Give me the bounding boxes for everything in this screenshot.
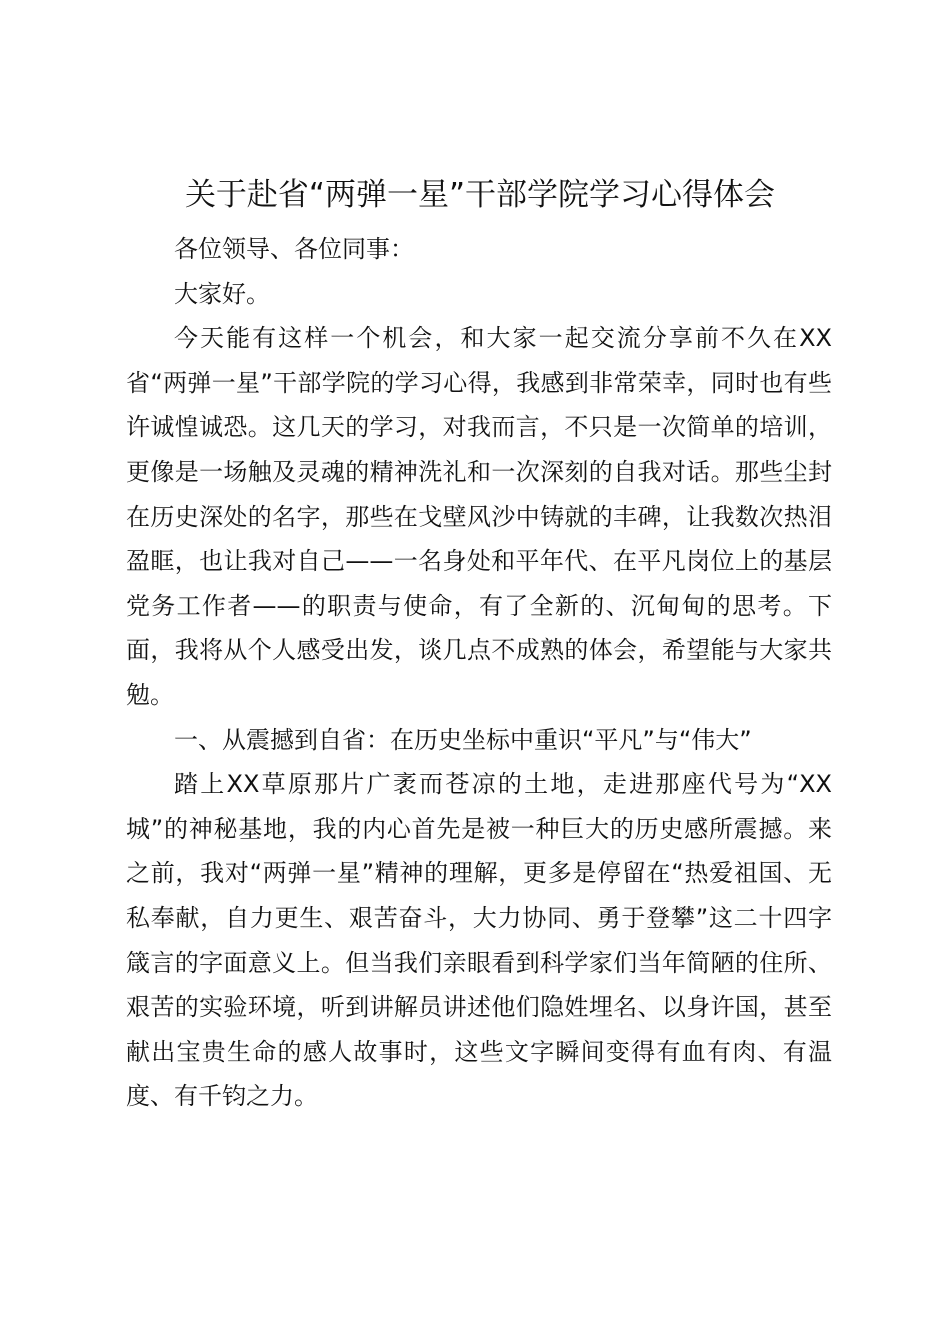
salutation: 各位领导、各位同事： xyxy=(174,235,414,263)
section-heading-1: 一、从震撼到自省：在历史坐标中重识“平凡”与“伟大” xyxy=(174,725,752,754)
document-title: 关于赴省“两弹一星”干部学院学习心得体会 xyxy=(184,177,776,213)
paragraph-section-1: 踏上XX草原那片广袤而苍凉的土地，走进那座代号为“XX城”的神秘基地，我的内心首先是被一种巨大的历史感所震撼。来之前，我对“两弹一星”精神的理解，更多是停留在“热爱祖国、无私奉献，自力更生、艰苦奋斗，大力协同、勇于登攀”这二十四字箴言的字面意义上。但当我们亲眼看到科学家们当年简陋的住所、艰苦的实验环境，听到讲解员讲述他们隐姓埋名、以身许国，甚至献出宝贵生命的感人故事时，这些文字瞬间变得有血有肉、有温度、有千钧之力。 xyxy=(126,770,832,1111)
document-body xyxy=(126,227,832,1119)
greeting: 大家好。 xyxy=(174,279,270,308)
paragraph-intro: 今天能有这样一个机会，和大家一起交流分享前不久在XX省“两弹一星”干部学院的学习心得，我感到非常荣幸，同时也有些许诚惶诚恐。这几天的学习，对我而言，不只是一次简单的培训，更像是一场触及灵魂的精神洗礼和一次深刻的自我对话。那些尘封在历史深处的名字，那些在戈壁风沙中铸就的丰碑，让我数次热泪盈眶，也让我对自己——一名身处和平年代、在平凡岗位上的基层党务工作者——的职责与使命，有了全新的、沉甸甸的思考。下面，我将从个人感受出发，谈几点不成熟的体会，希望能与大家共勉。 xyxy=(126,324,832,709)
